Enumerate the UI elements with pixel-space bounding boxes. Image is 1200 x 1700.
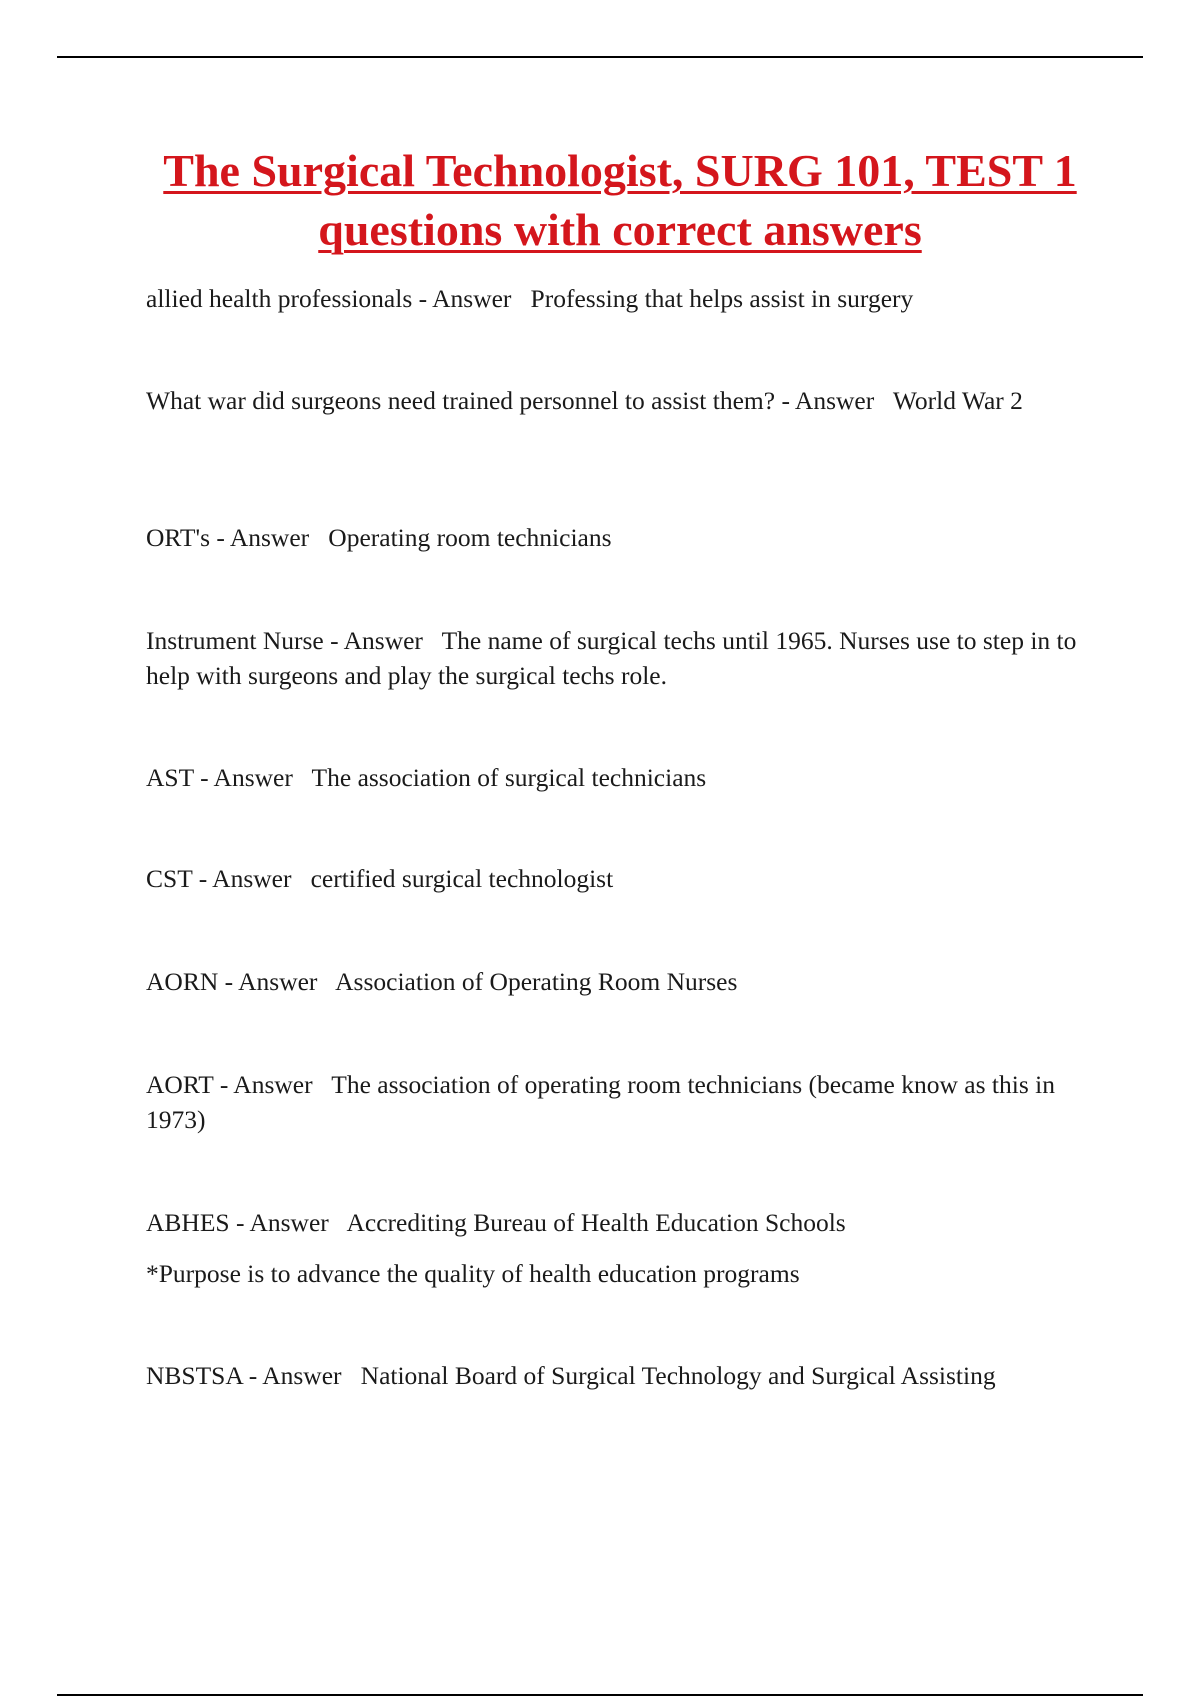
qa-entry-orts [146, 521, 1086, 556]
qa-entry-cst [146, 862, 1086, 897]
answer-separator: - Answer [242, 1361, 361, 1390]
entry-answer: Operating room technicians [328, 523, 612, 552]
entry-answer: Accrediting Bureau of Health Education Schools [346, 1208, 846, 1237]
qa-entry-aorn [146, 965, 1086, 1000]
entry-answer: certified surgical technologist [310, 864, 614, 893]
answer-separator: - Answer [193, 763, 312, 792]
document-title: The Surgical Technologist, SURG 101, TEST 1 questions with correct answers [163, 145, 1077, 255]
entry-answer: The association of surgical technicians [311, 763, 707, 792]
qa-entry-allied-health [146, 282, 1086, 317]
qa-entry-aort [146, 1068, 1086, 1137]
entry-answer: Association of Operating Room Nurses [335, 967, 738, 996]
answer-separator: - Answer [213, 1070, 332, 1099]
answer-separator: - Answer [229, 1208, 347, 1237]
entry-term: ORT's [146, 523, 210, 552]
entry-term: NBSTSA [146, 1361, 243, 1390]
answer-separator: - Answer [192, 864, 311, 893]
answer-separator: - Answer [323, 626, 442, 655]
answer-separator: - Answer [218, 967, 336, 996]
bottom-rule [57, 1694, 1143, 1696]
entry-term: AORN [146, 967, 219, 996]
qa-entry-nbstsa [146, 1359, 1086, 1394]
answer-separator: - Answer [412, 284, 531, 313]
qa-entry-instrument-nurse [146, 624, 1086, 693]
qa-entry-abhes-note: *Purpose is to advance the quality of health education programs [146, 1259, 800, 1288]
entry-term: ABHES [146, 1208, 230, 1237]
entry-term: What war did surgeons need trained personnel to assist them? [146, 386, 776, 415]
top-rule [57, 56, 1143, 58]
entry-term: AST [146, 763, 194, 792]
entry-answer: The association of operating room technicians (became know as this in 1973) [146, 1070, 1055, 1134]
answer-separator: - Answer [775, 386, 893, 415]
entry-answer: National Board of Surgical Technology and Surgical Assisting [360, 1361, 996, 1390]
entry-answer: Professing that helps assist in surgery [530, 284, 914, 313]
answer-separator: - Answer [210, 523, 329, 552]
qa-entry-war [146, 384, 1086, 419]
entry-answer: World War 2 [892, 386, 1023, 415]
entry-term: allied health professionals [146, 284, 413, 313]
entry-term: AORT [146, 1070, 214, 1099]
qa-entry-abhes [146, 1206, 1086, 1241]
entry-answer: The name of surgical techs until 1965. Nurses use to step in to help with surgeons and play the surgical techs role. [146, 626, 1077, 690]
qa-entry-ast [146, 761, 1086, 796]
entry-term: CST [146, 864, 193, 893]
entry-term: Instrument Nurse [146, 626, 324, 655]
